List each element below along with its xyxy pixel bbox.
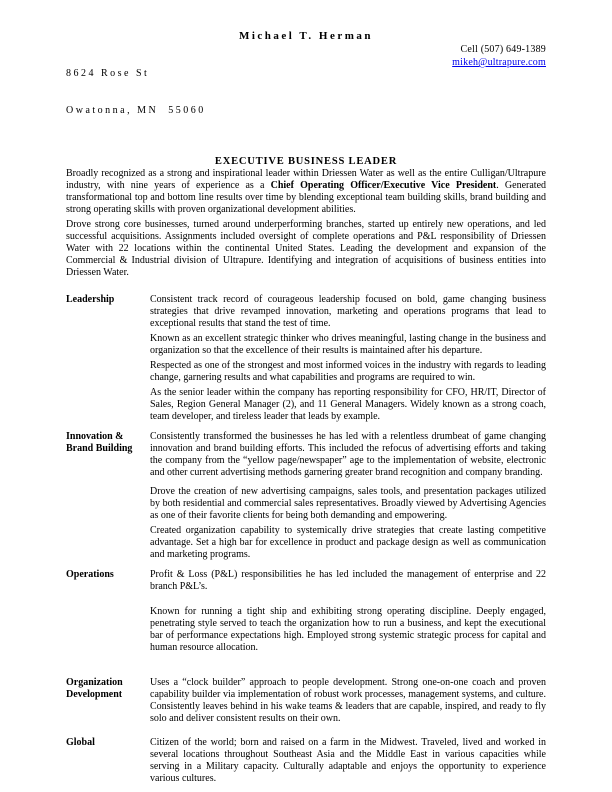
section-label-operations: Operations: [66, 569, 114, 580]
section-label-leadership: Leadership: [66, 294, 115, 305]
leadership-paragraph: Respected as one of the strongest and most informed voices in the industry with regards to leading change, garnering results and what capabilities and programs are required to win.: [150, 360, 546, 383]
leadership-paragraph: Known as an excellent strategic thinker who drives meaningful, lasting change in the business and organization so that the excellence of their results is maintained after his departure.: [150, 333, 546, 356]
person-name: Michael T. Herman: [238, 30, 374, 42]
innovation-paragraph: Created organization capability to systemically drive strategies that create lasting competitive advantage. Set a high bar for excellence in product and package design as well as communication and marketing programs.: [150, 525, 546, 560]
contact-row: [66, 44, 546, 142]
summary-p1-text: Broadly recognized as a strong and inspirational leader within Driessen Water as well as the entire Culligan/Ultrapure industry, with nine years of experience as a: [66, 168, 546, 191]
sections-container: [66, 294, 546, 788]
innovation-paragraph: Consistently transformed the businesses he has led with a relentless drumbeat of game changing innovation and brand building efforts. This included the refocus of advertising efforts and taking the company from the “yellow page/newspaper” age to the implementation of website, electronic and other current advertising methods garnering greater brand recognition and company branding.: [150, 431, 546, 478]
section-organization-development: [66, 677, 546, 728]
section-label-organization-development: Organization Development: [66, 677, 123, 700]
section-body-organization-development: [150, 677, 546, 728]
section-body-global: [150, 737, 546, 788]
summary-p1-bold-title: Chief Operating Officer/Executive Vice President: [270, 180, 497, 191]
section-label-innovation-brand-building: Innovation & Brand Building: [66, 431, 133, 454]
leadership-paragraph: Consistent track record of courageous leadership focused on bold, game changing business strategies that drive revamped innovation, marketing and operations programs that lead to exceptional results that stand the test of time.: [150, 294, 546, 329]
summary-p1-text-after: . Generated transformational top and bottom line results over time by blending exceptional team building skills, brand building and strong operating skills with proven organizational development abilities.: [66, 180, 547, 215]
section-label-global: Global: [66, 737, 95, 748]
email-link[interactable]: mikeh@ultrapure.com: [452, 57, 546, 68]
innovation-paragraph: Drove the creation of new advertising campaigns, sales tools, and presentation packages utilized by both residential and commercial sales representatives. Broadly viewed by Advertising Agencies as one of their favorite clients for being both demanding and empowering.: [150, 486, 546, 521]
address-line-1: 8624 Rose St: [66, 68, 150, 79]
section-body-innovation-brand-building: [150, 431, 546, 564]
section-body-operations: [150, 569, 546, 657]
summary-paragraph-1: [66, 168, 546, 216]
address-line-2: Owatonna, MN 55060: [66, 105, 206, 116]
document-title: EXECUTIVE BUSINESS LEADER: [214, 156, 398, 167]
section-leadership: [66, 294, 546, 426]
summary-paragraph-2: Drove strong core businesses, turned around underperforming branches, started up entirely new operations, and led successful acquisitions. Assignments included oversight of complete operations and P&L responsibility of Driessen Water with 22 locations within the continental United States. Leading the development and expansion of the Commercial & Industrial division of Ultrapure. Identifying and integration of acquisitions of business entities into Driessen Water.: [66, 219, 546, 278]
contact-block: [452, 44, 546, 70]
section-body-leadership: [150, 294, 546, 426]
section-global: [66, 737, 546, 788]
organization-development-paragraph: Uses a “clock builder” approach to people development. Strong one-on-one coach and proven capability builder via implementation of robust work processes, management systems, and culture. Consistently leaves behind in his wake teams & leaders that are capable, inspired, and ready to fly solo and deliver consistent results on their own.: [150, 677, 546, 724]
address-block: [66, 44, 206, 142]
operations-paragraph: Known for running a tight ship and exhibiting strong operating discipline. Deeply engaged, penetrating style served to teach the organization how to run a business, and kept the executional bar of performance expectations high. Employed strong systemic strategic process for capital and human resource allocation.: [150, 606, 546, 653]
operations-paragraph: Profit & Loss (P&L) responsibilities he has led included the management of enterprise and 22 branch P&L’s.: [150, 569, 546, 592]
section-innovation-brand-building: [66, 431, 546, 564]
leadership-paragraph: As the senior leader within the company has reporting responsibility for CFO, HR/IT, Director of Sales, Region General Manager (2), and 11 General Managers. Widely known as a strong coach, team developer, and tireless leader that leads by example.: [150, 387, 546, 422]
cell-phone: Cell (507) 649-1389: [460, 44, 546, 55]
global-paragraph: Citizen of the world; born and raised on a farm in the Midwest. Traveled, lived and worked in several locations throughout Southeast Asia and the Middle East in various capacities while serving in a Military capacity. Culturally adaptable and enjoys the opportunity to experience various cultures.: [150, 737, 546, 784]
section-operations: [66, 569, 546, 657]
